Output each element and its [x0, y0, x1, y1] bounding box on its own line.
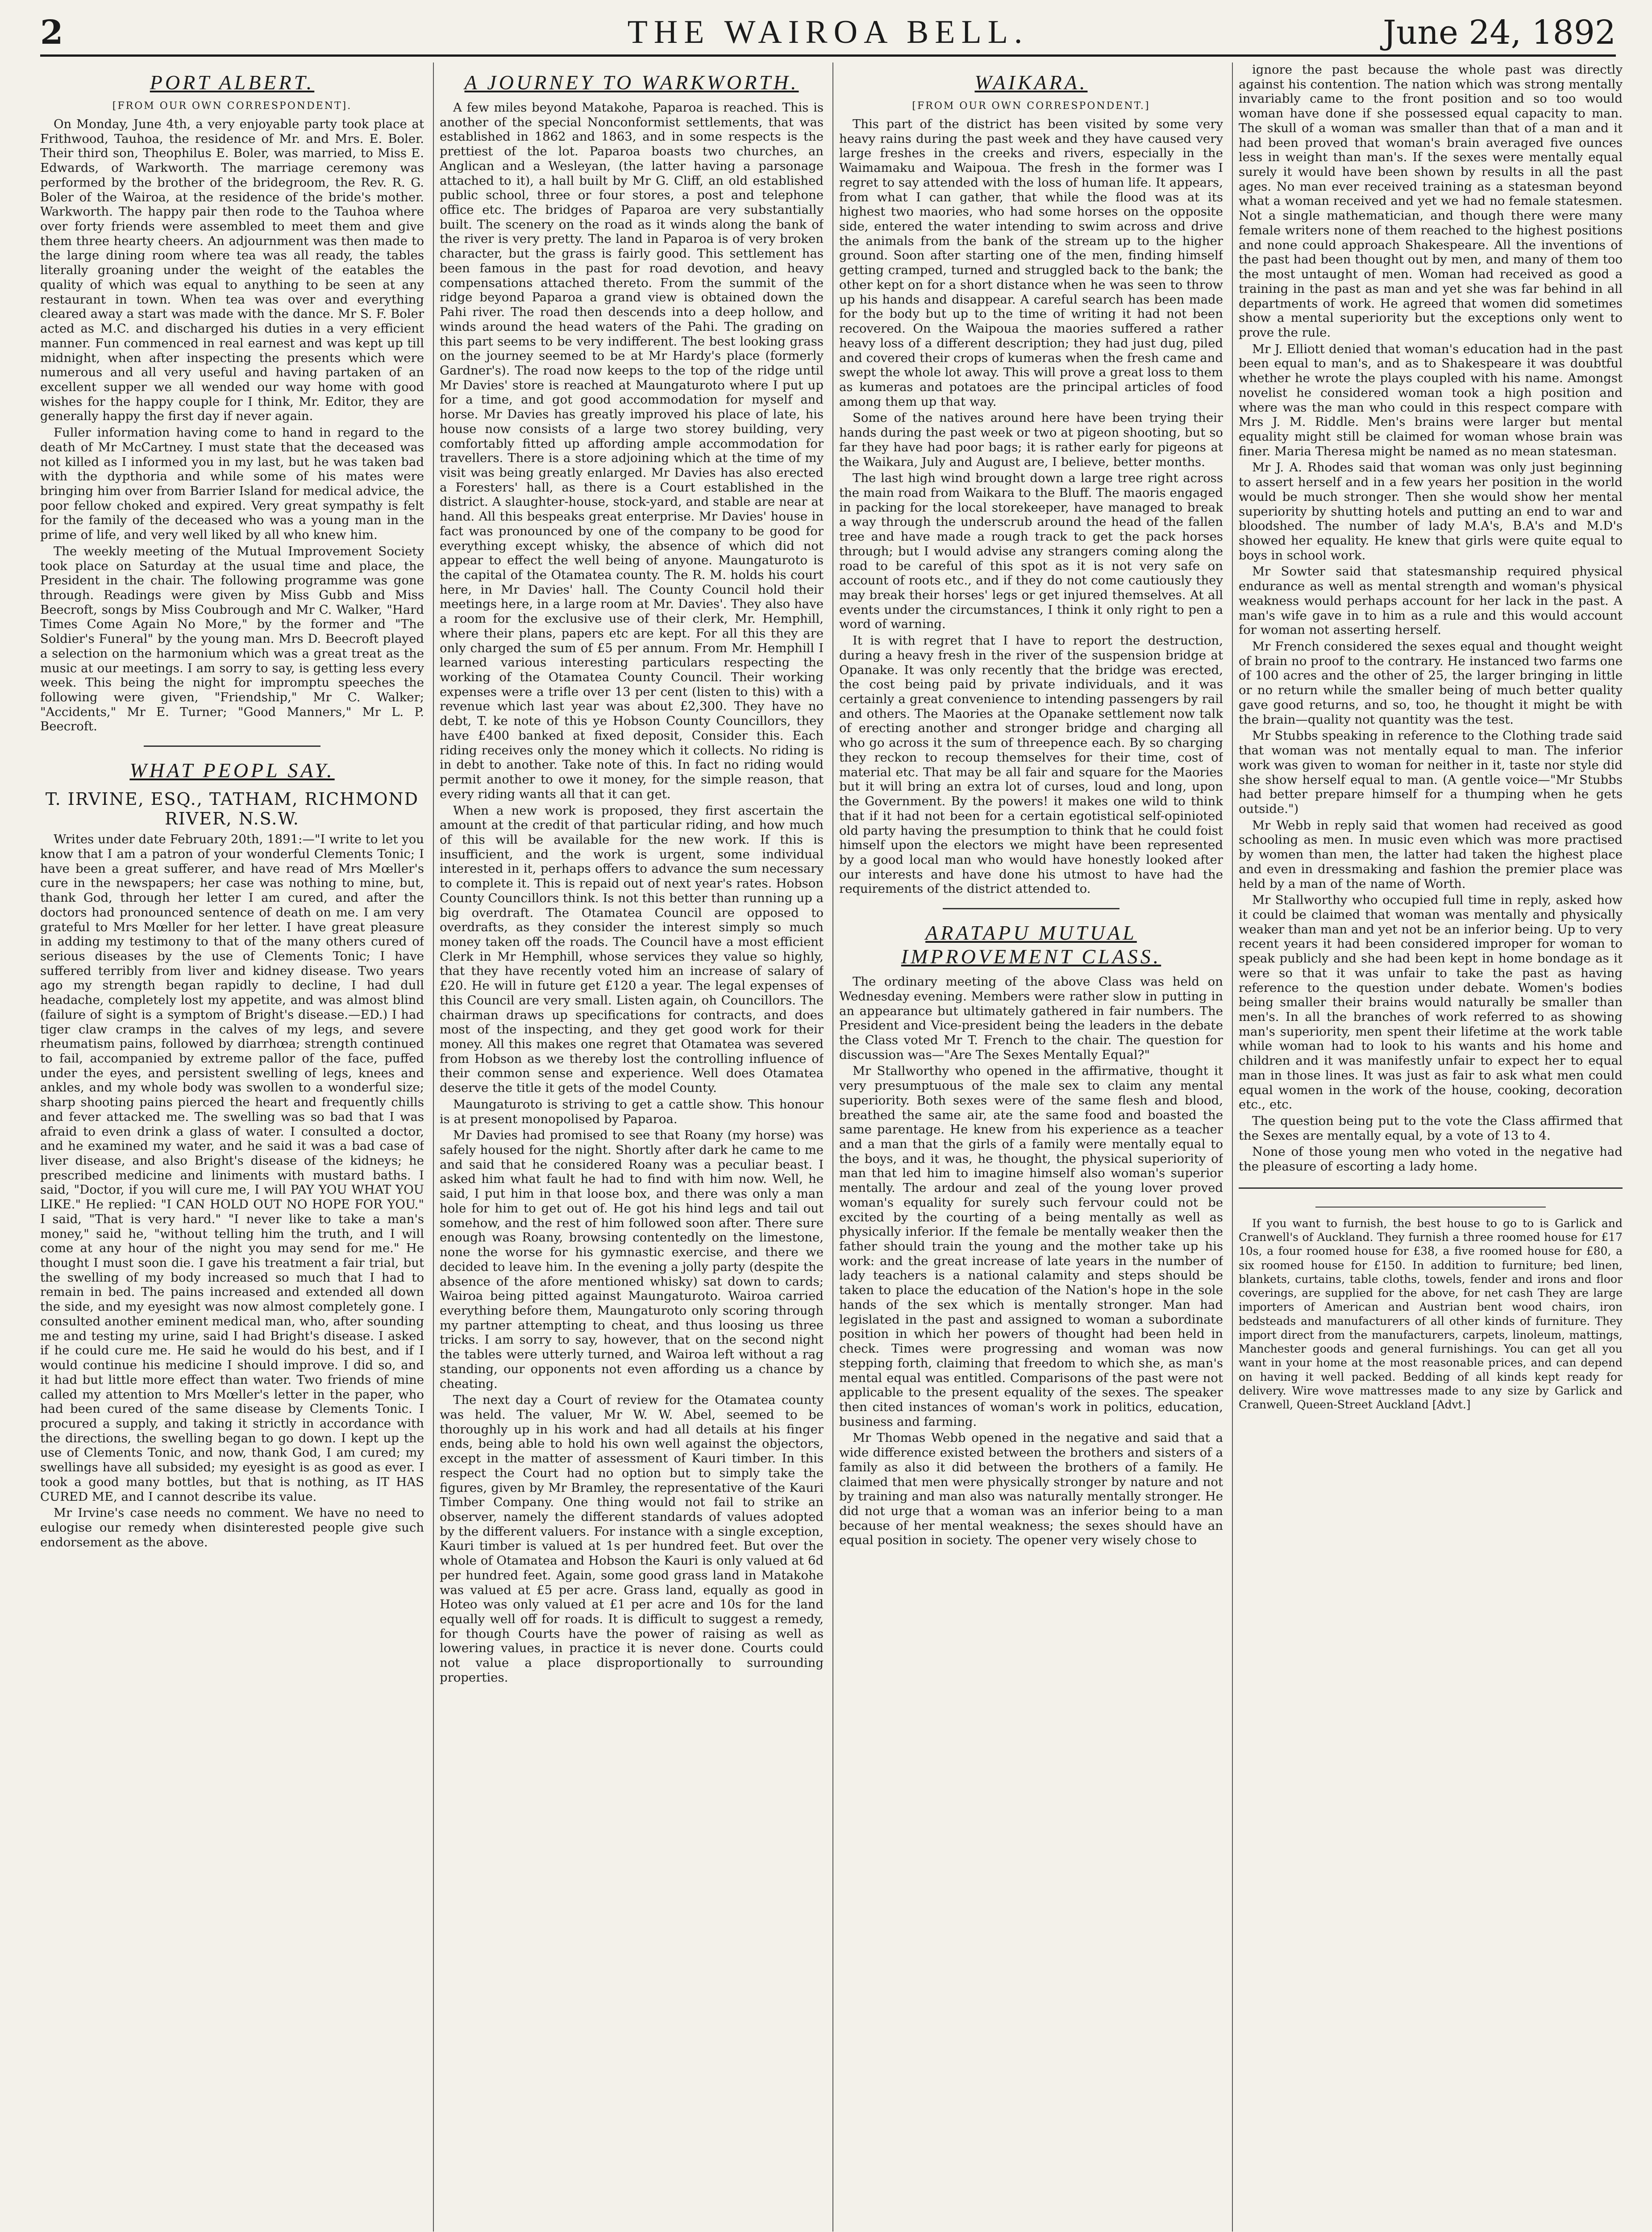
paragraph: The weekly meeting of the Mutual Improvement Society took place on Saturday at the usual time and place, the President in the chair. The following programme was gone through. Readings were given by Miss Gubb and Miss Beecroft, songs by Miss Coubrough and Mr C. Walker, "Hard Times Come Again No More," by the former and "The Soldier's Funeral" by the young man. Mrs D. Beecroft played a selection on the harmonium which was a great treat as the music at our meetings. I am sorry to say, is getting less every week. This being the night for impromptu speeches the following were given, "Friendship," Mr C. Walker; "Accidents," Mr E. Turner; "Good Manners," Mr L. P. Beecroft. — [40, 544, 424, 734]
column-4 — [1239, 62, 1623, 2232]
paragraph: A few miles beyond Matakohe, Paparoa is reached. This is another of the special Nonconformist settlements, that was established in 1862 and 1863, and in some respects is the prettiest of the lot. Paparoa boasts two churches, an Anglican and a Wesleyan, (the latter having a parsonage attached to it), a hall built by Mr G. Cliff, an old established public school, three or four stores, a post and telephone office etc. The bridges of Paparoa are very substantially built. The scenery on the road as it winds along the bank of the river is very pretty. The land in Paparoa is of very broken character, but the grass is fairly good. This settlement has been famous in the past for road devotion, and heavy compensations attached thereto. From the summit of the ridge beyond Paparoa a grand view is obtained down the Pahi river. The road then descends into a deep hollow, and winds around the head waters of the Pahi. The grading on this part seems to be very indifferent. The best looking grass on the journey seemed to be at Mr Hardy's place (formerly Gardner's). The road now keeps to the top of the ridge until Mr Davies' store is reached at Maungaturoto where I put up for a time, and got good accommodation for myself and horse. Mr Davies has greatly improved his place of late, his house now consists of a large two storey building, very comfortably fitted up affording ample accommodation for travellers. There is a store adjoining which at the time of my visit was being greatly enlarged. Mr Davies has also erected a Foresters' hall, as there is a Court established in the district. A slaughter-house, stock-yard, and stable are near at hand. All this bespeaks great enterprise. Mr Davies' house in fact was pronounced by one of the company to be good for everything except whisky, the absence of which did not appear to effect the well being of anyone. Maungaturoto is the capital of the Otamatea county. The R. M. holds his court here, in Mr Davies' hall. The County Council hold their meetings here, in a large room at Mr. Davies'. They also have a room for the exclusive use of their clerk, Mr. Hemphill, where their plans, papers etc are kept. For all this they are only charged the sum of £5 per annum. From Mr. Hemphill I learned various interesting particulars respecting the working of the Otamatea County Council. Their working expenses were a trifle over 13 per cent (listen to this) with a revenue which last year was about £2,300. They have no debt, T. ke note of this ye Hobson County Councillors, they have £400 banked at fixed deposit, Consider this. Each riding receives only the money which it collects. No riding is in debt to another. Take note of this. In fact no riding would permit another to owe it money, for the simple reason, that every riding wants all that it can get. — [440, 100, 824, 801]
paragraph: The ordinary meeting of the above Class was held on Wednesday evening. Members were rather slow in putting in an appearance but ultimately gathered in fair numbers. The President and Vice-president being the leaders in the debate the Class voted Mr T. French to the chair. The question for discussion was—"Are The Sexes Mentally Equal?" — [839, 974, 1223, 1062]
article-title: WAIKARA. — [974, 71, 1088, 94]
paragraph: Mr J. Elliott denied that woman's education had in the past been equal to man's, and as to Shakespeare it was doubtful whether he wrote the plays coupled with his name. Amongst novelist he considered woman took a high position and where was the man who could in this respect compare with Mrs J. M. Riddle. Men's brains were larger but mental equality might still be claimed for woman whose brain was finer. Maria Theresa might be named as no mean statesman. — [1239, 341, 1623, 458]
column-1 — [40, 62, 424, 2232]
correspondent-line: [FROM OUR OWN CORRESPONDENT.] — [912, 100, 1150, 112]
column-divider — [832, 62, 833, 2232]
page-number: 2 — [40, 13, 63, 52]
paragraph: Writes under date February 20th, 1891:—"I write to let you know that I am a patron of your wonderful Clements Tonic; I have been a great sufferer, and have read of Mrs Mœller's cure in the newspapers; her case was nothing to mine, but, thank God, through her letter I am cured, and after the doctors had pronounced sentence of death on me. I am very grateful to Mrs Mœller for her letter. I have great pleasure in adding my testimony to that of the many others cured of serious diseases by the use of Clements Tonic; I have suffered terribly from liver and kidney disease. Two years ago my strength began rapidly to decline, I had dull headache, completely lost my appetite, and was almost blind (failure of sight is a symptom of Bright's disease.—ED.) I had tiger claw cramps in the calves of my legs, and severe rheumatism pains, followed by diarrhœa; strength continued to fail, accompanied by extreme pallor of the face, puffed under the eyes, and persistent swelling of legs, knees and ankles, and my whole body was swollen to a wonderful size; sharp shooting pains pierced the heart and frequently chills and fever attacked me. The swelling was so bad that I was afraid to even drink a glass of water. I consulted a doctor, and he examined my water, and he said it was a bad case of liver disease, and also Bright's disease of the kidneys; he prescribed medicine and liniments with mustard baths. I said, "Doctor, if you will cure me, I will PAY YOU WHAT YOU LIKE." He replied: "I CAN HOLD OUT NO HOPE FOR YOU." I said, "That is very hard." "I never like to take a man's money," said he, "without telling him the truth, and I will come at any hour of the night you may send for me." He thought I must soon die. I gave his treatment a fair trial, but the swelling of my body increased so much that I had to remain in bed. The pains increased and extended all down the side, and my eyesight was now almost completely gone. I consulted another eminent medical man, who, after sounding me and testing my urine, said I had Bright's disease. I asked if he could cure me. He said he would do his best, and if I would continue his medicine I should improve. I did so, and it had but little more effect than water. Two friends of mine called my attention to Mrs Mœller's letter in the paper, who had been cured of the same disease by Clements Tonic. I procured a supply, and taking it strictly in accordance with the directions, the swelling began to go down. I kept up the use of Clements Tonic, and now, thank God, I am cured; my swellings have all subsided; my eyesight is as good as ever. I took a good many bottles, but that is nothing, as IT HAS CURED ME, and I cannot describe its value. — [40, 832, 424, 1504]
paragraph: The next day a Court of review for the Otamatea county was held. The valuer, Mr W. W. Abel, seemed to be thoroughly up in his work and had all details at his finger ends, being able to hold his own well against the objectors, except in the matter of assessment of Kauri timber. In this respect the Court had no option but to simply take the figures, given by Mr Bramley, the representative of the Kauri Timber Company. One thing would not fail to strike an observer, namely the different standards of values adopted by the different valuers. For instance with a single exception, Kauri timber is valued at 1s per hundred feet. But over the whole of Otamatea and Hobson the Kauri is only valued at 6d per hundred feet. Again, some good grass land in Matakohe was valued at £5 per acre. Grass land, equally as good in Hoteo was only valued at £1 per acre and 10s for the land equally well off for roads. It is difficult to suggest a remedy, for though Courts have the power of raising as well as lowering values, in practice it is never done. Courts could not value a place disproportionally to surrounding properties. — [440, 1393, 824, 1685]
column-divider — [433, 62, 434, 2232]
advertisement — [1239, 1187, 1623, 1412]
paragraph: ignore the past because the whole past was directly against his contention. The nation which was strong mentally invariably came to the front position and so too would woman have done if she possessed equal capacity to man. The skull of a woman was smaller than that of a man and it had been proved that woman's brain averaged five ounces less in weight than man's. If the sexes were mentally equal surely it would have been shown by results in all the past ages. No man ever received training as a statesman beyond what a woman received and yet we had no female statesmen. Not a single mathematician, and though there were many female writers none of them reached to the highest positions and none could approach Shakespeare. All the inventions of the past had been thought out by men, and many of them too the most untaught of men. Woman had received as good a training in the past as man and yet she was far behind in all departments of work. He agreed that women did sometimes show a mental superiority but the exceptions only went to prove the rule. — [1239, 62, 1623, 340]
article-title: A JOURNEY TO WARKWORTH. — [464, 71, 799, 94]
column-2 — [440, 62, 824, 2232]
paragraph: Fuller information having come to hand in regard to the death of Mr McCartney. I must state that the deceased was not killed as I informed you in my last, but he was taken bad with the dypthoria and while some of his mates were bringing him over from Barrier Island for medical advice, the poor fellow choked and expired. Very great sympathy is felt for the family of the deceased who was a young man in the prime of life, and very well liked by all who knew him. — [40, 425, 424, 542]
header-rule — [40, 54, 1616, 57]
paragraph: On Monday, June 4th, a very enjoyable party took place at Frithwood, Tauhoa, the residence of Mr. and Mrs. E. Boler. Their third son, Theophilus E. Boler, was married, to Miss E. Edwards, of Warkworth. The marriage ceremony was performed by the brother of the bridegroom, the Rev. R. G. Boler of the Wairoa, at the residence of the bride's mother. Warkworth. The happy pair then rode to the Tauhoa where over forty friends were assembled to meet them and give them three hearty cheers. An adjournment was then made to the large dining room where tea was all ready, the tables literally groaning under the weight of the eatables the quality of which was equal to anything to be seen at any restaurant in town. When tea was over and everything cleared away a start was made with the dance. Mr S. F. Boler acted as M.C. and discharged his duties in a very efficient manner. Fun commenced in real earnest and was kept up till midnight, when after inspecting the presents which were numerous and all very useful and having partaken of an excellent supper we all wended our way home with good wishes for the happy couple for I think, Mr. Editor, they are generally happy the first day if never again. — [40, 117, 424, 424]
paragraph: Mr Stubbs speaking in reference to the Clothing trade said that woman was not mentally equal to man. The inferior work was given to woman for neither in it, taste nor style did she show herself equal to man. (A gentle voice—"Mr Stubbs had better prepare himself for a thumping when he gets outside.") — [1239, 729, 1623, 816]
paragraph: Mr Webb in reply said that women had received as good schooling as men. In music even which was more practised by women than men, the latter had taken the highest place and even in dressmaking and fashion the premier place was held by a man of the name of Worth. — [1239, 818, 1623, 891]
advertisement-text: If you want to furnish, the best house to go to is Garlick and Cranwell's of Auckland. They furnish a three roomed house for £17 10s, a four roomed house for £38, a five roomed house for £80, a six roomed house for £150. In addition to furniture; bed linen, blankets, curtains, table cloths, towels, fender and irons and floor coverings, are supplied for the above, for net cash They are large importers of American and Austrian bent wood chairs, iron bedsteads and manufacturers of all other kinds of furniture. They import direct from the manufacturers, carpets, linoleum, mattings, Manchester goods and general furnishings. You can get all you want in your home at the most reasonable prices, and can depend on having it well packed. Bedding of all kinds kept ready for delivery. Wire wove mattresses made to any size by Garlick and Cranwell, Queen-Street Auckland [Advt.] — [1239, 1216, 1623, 1412]
paragraph: The question being put to the vote the Class affirmed that the Sexes are mentally equal, by a vote of 13 to 4. — [1239, 1114, 1623, 1143]
section-rule — [943, 908, 1119, 909]
masthead — [40, 13, 1616, 54]
paragraph: Mr Sowter said that statesmanship required physical endurance as well as mental strength and woman's physical weakness would perhaps account for her lack in the past. A man's wife gave in to him as a rule and this would account for woman not asserting herself. — [1239, 564, 1623, 637]
paragraph: Maungaturoto is striving to get a cattle show. This honour is at present monopolised by Paparoa. — [440, 1097, 824, 1126]
paragraph: Mr French considered the sexes equal and thought weight of brain no proof to the contrary. He instanced two farms one of 100 acres and the other of 25, the larger bringing in little or no return while the smaller being of much better quality gave good returns, and so, too, he thought it might be with the brain—quality not quantity was the test. — [1239, 639, 1623, 727]
article-title: ARATAPU MUTUAL IMPROVEMENT CLASS. — [901, 921, 1161, 968]
advert-rule — [1315, 1207, 1546, 1208]
paragraph: When a new work is proposed, they first ascertain the amount at the credit of that particular riding, and how much of this will be available for the new work. If this is insufficient, and the work is urgent, some individual interested in it, perhaps offers to advance the sum necessary to complete it. This is repaid out of next year's rates. Hobson County Councillors think. Is not this better than running up a big overdraft. The Otamatea Council are opposed to overdrafts, as they consider the interest simply so much money taken off the roads. The Council have a most efficient Clerk in Mr Hemphill, whose services they value so highly, that they have recently voted him an increase of salary of £20. He will in future get £120 a year. The legal expenses of this Council are very small. Listen again, oh Councillors. The chairman draws up specifications for contracts, and does most of the inspecting, and they get good work for their money. All this makes one regret that Otamatea was severed from Hobson as we thereby lost the controlling influence of their common sense and experience. Well does Otamatea deserve the title it gets of the model County. — [440, 803, 824, 1095]
paragraph: Mr Stallworthy who occupied full time in reply, asked how it could be claimed that woman was mentally and physically weaker than man and yet not be an inferior being. Up to very recent years it had been considered improper for woman to speak publicly and she had been kept in home bondage as it were so that it was unfair to take the past as having reference to the question under debate. Women's bodies being smaller their brains would naturally be smaller than men's. In all the branches of work referred to as showing man's superiority, men spent their lifetime at the work table while woman had to look to his wants and his home and children and it was manifestly unfair to expect her to equal man in those lines. It was just as fair to ask what men could equal women in the work of the house, cooking, decoration etc., etc. — [1239, 893, 1623, 1112]
column-divider — [1232, 62, 1233, 2232]
paragraph: Mr Irvine's case needs no comment. We have no need to eulogise our remedy when disinterested people give such endorsement as the above. — [40, 1506, 424, 1549]
section-rule — [144, 745, 320, 747]
paragraph: It is with regret that I have to report the destruction, during a heavy fresh in the river of the suspension bridge at Opanake. It was only recently that the bridge was erected, the cost being paid by private individuals, and it was certainly a great convenience to intending passengers by rail and others. The Maories at the Opanake settlement now talk of erecting another and stronger bridge and charging all who go across it the sum of threepence each. By so charging they reckon to recoup themselves for their time, cost of material etc. That may be all fair and square for the Maories but it will bring an extra lot of curses, loud and long, upon the Government. By the powers! it makes one wild to think that if it had not been for a certain egotistical self-opinioted old party having the presumption to think that he could foist himself upon the electors we might have been represented by a good local man who would have honestly looked after our interests and have done his utmost to have had the requirements of the district attended to. — [839, 633, 1223, 896]
paragraph: None of those young men who voted in the negative had the pleasure of escorting a lady home. — [1239, 1145, 1623, 1174]
paragraph: This part of the district has been visited by some very heavy rains during the past week and they have caused very large freshes in the creeks and rivers, especially in the Waimamaku and Waipoua. The fresh in the former was I regret to say attended with the loss of human life. It appears, from what I can gather, that while the flood was at its highest two maories, who had some horses on the opposite side, entered the water intending to swim across and drive the animals from the bank of the stream up to the higher ground. Soon after starting one of the men, finding himself getting cramped, turned and struggled back to the bank; the other kept on for a short distance when he was seen to throw up his hands and disappear. A careful search has been made for the body but up to the time of writing it had not been recovered. On the Waipoua the maories suffered a rather heavy loss of a different description; they had just dug, piled and covered their crops of kumeras when the fresh came and swept the whole lot away. This will prove a great loss to them as kumeras and potatoes are the principal articles of food among them up that way. — [839, 117, 1223, 409]
paragraph: The last high wind brought down a large tree right across the main road from Waikara to the Bluff. The maoris engaged in packing for the local storekeeper, have managed to break a way through the underscrub around the head of the fallen tree and have made a rough track to get the pack horses through; but I would advise any strangers coming along the road to be careful of this spot as it is not very safe on account of roots etc., and if they do not come cautiously they may break their horses' legs or get injured themselves. At all events under the circumstances, I think it only right to pen a word of warning. — [839, 471, 1223, 632]
article-title: PORT ALBERT. — [150, 71, 315, 94]
column-3 — [839, 62, 1223, 2232]
paragraph: Some of the natives around here have been trying their hands during the past week or two at pigeon shooting, but so far they have had poor bags; it is rather early for pigeons at the Waikara, July and August are, I believe, better months. — [839, 411, 1223, 469]
article-title: WHAT PEOPL SAY. — [129, 759, 335, 782]
issue-date: June 24, 1892 — [1383, 13, 1616, 52]
paragraph: Mr Davies had promised to see that Roany (my horse) was safely housed for the night. Shortly after dark he came to me and said that he considered Roany was a peculiar beast. I asked him what fault he had to find with him now. Well, he said, I put him in that loose box, and there was only a man hole for him to get out of. He got his hind legs and tail out somehow, and the rest of him followed soon after. There sure enough was Roany, browsing contentedly on the limestone, none the worse for his gymnastic exercise, and there we decided to leave him. In the evening a jolly party (despite the absence of the afore mentioned whisky) sat down to cards; Wairoa being pitted against Maungaturoto. Wairoa carried everything before them, Maungaturoto only scoring through my partner attempting to cheat, and thus loosing us three tricks. I am sorry to say, however, that on the second night the tables were utterly turned, and Wairoa left without a rag standing, our opponents not even affording us a chance by cheating. — [440, 1128, 824, 1391]
newspaper-title: THE WAIROA BELL. — [627, 14, 1029, 50]
paragraph: Mr Thomas Webb opened in the negative and said that a wide difference existed between the brothers and sisters of a family as also it did between the brothers of a family. He claimed that men were physically stronger by nature and not by training and man also was naturally mentally stronger. He did not urge that a woman was an inferior being to a man because of her mental weakness; the sexes should have an equal position in society. The opener very wisely chose to — [839, 1431, 1223, 1548]
paragraph: Mr J. A. Rhodes said that woman was only just beginning to assert herself and in a few years her position in the world would be much stronger. Then she would show her mental superiority by shutting hotels and putting an end to war and bloodshed. The number of lady M.A's, B.A's and M.D's showed her equality. He knew that girls were quite equal to boys in school work. — [1239, 460, 1623, 562]
article-subtitle: T. IRVINE, ESQ., TATHAM, RICHMOND RIVER, N.S.W. — [45, 789, 419, 829]
correspondent-line: [FROM OUR OWN CORRESPONDENT]. — [112, 100, 352, 112]
paragraph: Mr Stallworthy who opened in the affirmative, thought it very presumptuous of the male sex to claim any mental superiority. Both sexes were of the same flesh and blood, breathed the same air, ate the same food and boasted the same parentage. He knew from his experience as a teacher and a man that the girls of a family were mentally equal to the boys, and it was, he thought, the physical superiority of man that led him to imagine himself also woman's superior mentally. The ardour and zeal of the young lover proved woman's equality for surely such fervour could not be excited by the courting of a being mentally as well as physically inferior. If the female be mentally weaker then the father should train the young and the mother take up his work: and the great increase of late years in the number of lady teachers is a national calamity and steps should be taken to place the education of the Nation's hope in the sole hands of the sex which is mentally stronger. Man had legislated in the past and assigned to woman a subordinate position in which her powers of thought had been held in check. Times were progressing and woman was now stepping forth, claiming that freedom to which she, as man's mental equal was entitled. Comparisons of the past were not applicable to the present equality of the sexes. The speaker then cited instances of woman's work in politics, education, business and farming. — [839, 1064, 1223, 1429]
